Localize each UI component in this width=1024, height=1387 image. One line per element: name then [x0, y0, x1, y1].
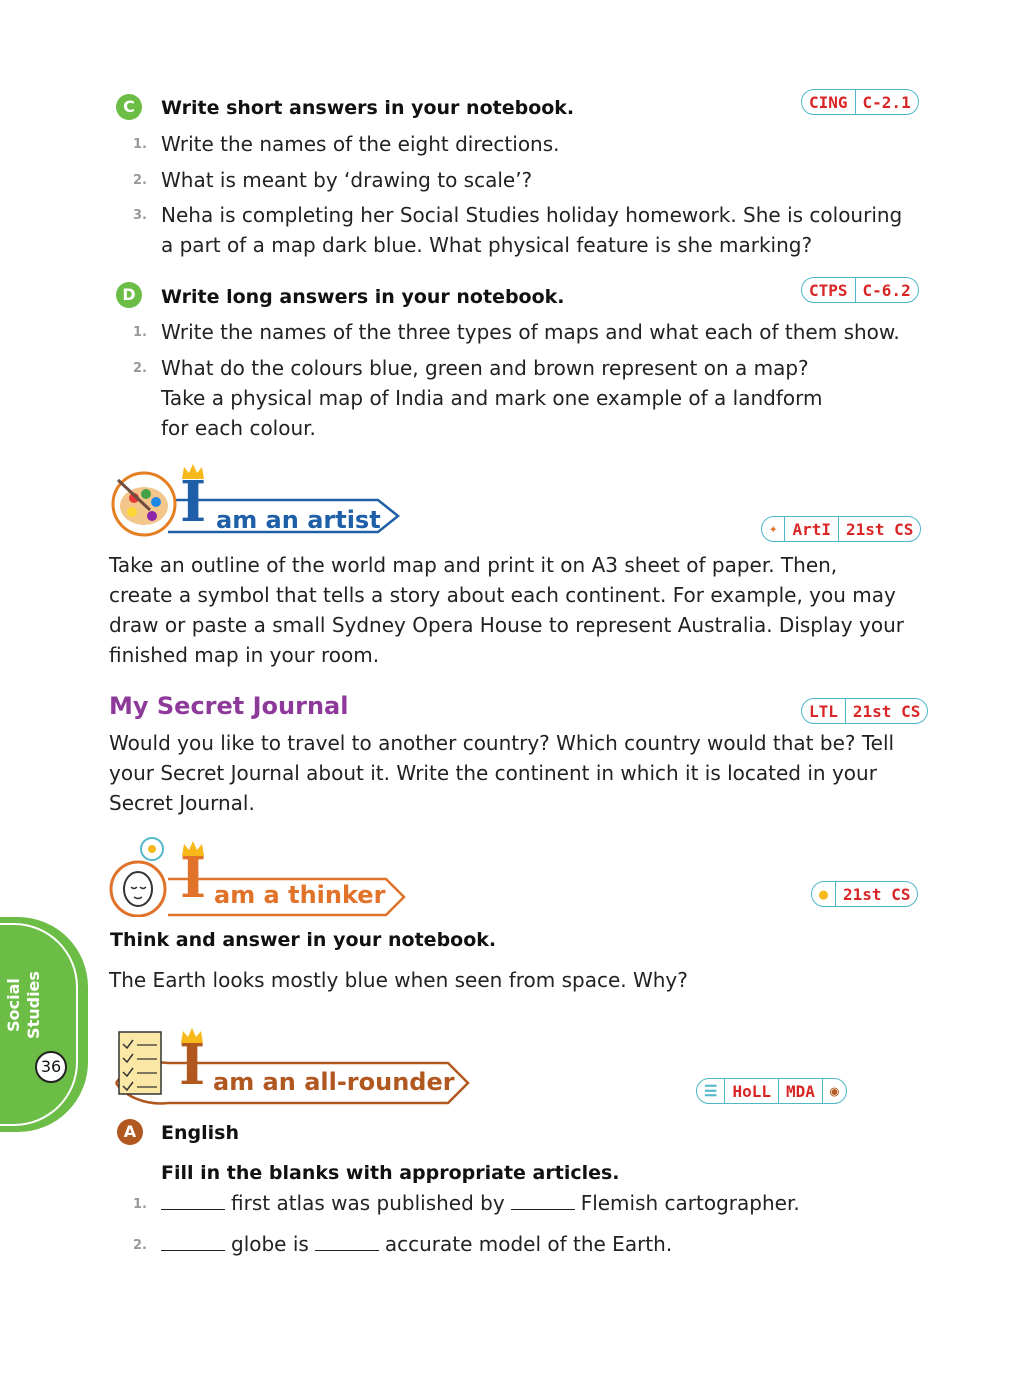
journal-paragraph-line: Would you like to travel to another country? Which country would that be? Tell: [109, 731, 895, 755]
journal-paragraph-line: Secret Journal.: [109, 791, 255, 815]
artist-palette-icon: [110, 470, 178, 538]
item-number: 1.: [133, 325, 147, 340]
tag-21st-cs: 21st CS: [838, 517, 920, 541]
thinker-tags: [811, 881, 918, 907]
item-number: 1.: [133, 1197, 147, 1212]
list-item: Write the names of the eight directions.: [161, 132, 560, 156]
list-item: Write the names of the three types of maps and what each of them show.: [161, 320, 900, 344]
thinker-face-icon: [108, 835, 180, 917]
section-d-heading: Write long answers in your notebook.: [161, 286, 565, 308]
fill-blank-text: first atlas was published by: [231, 1191, 505, 1215]
artist-paragraph-line: finished map in your room.: [109, 643, 380, 667]
thinker-heading: Think and answer in your notebook.: [110, 929, 497, 951]
section-c-tags: [801, 89, 919, 115]
emblem-icon: ◉: [822, 1079, 846, 1103]
list-item-cont: for each colour.: [161, 416, 316, 440]
list-item-cont: Take a physical map of India and mark one example of a landform: [161, 386, 823, 410]
section-d-tags: [801, 277, 919, 303]
list-item: Neha is completing her Social Studies holiday homework. She is colouring: [161, 203, 903, 227]
artist-flag-icon: ✦: [769, 521, 778, 537]
checklist-icon: [115, 1030, 165, 1096]
section-c-heading: Write short answers in your notebook.: [161, 97, 575, 119]
section-c-badge: C: [116, 94, 142, 120]
subject-english: English: [161, 1122, 239, 1144]
tag-cing: CING: [809, 92, 848, 112]
list-item: What do the colours blue, green and brown represent on a map?: [161, 356, 809, 380]
subject-label-line1: Social: [4, 978, 23, 1032]
tag-21st-cs: 21st CS: [845, 699, 927, 723]
artist-title: am an artist: [216, 506, 381, 534]
item-number: 2.: [133, 1238, 147, 1253]
blank-line[interactable]: [511, 1195, 575, 1210]
fill-blanks-instruction: Fill in the blanks with appropriate articles.: [161, 1162, 620, 1184]
fill-blank-text: accurate model of the Earth.: [384, 1232, 673, 1256]
fill-blank-text: Flemish cartographer.: [580, 1191, 800, 1215]
blank-line[interactable]: [315, 1236, 379, 1251]
section-d-badge: D: [116, 282, 142, 308]
tag-ltl: LTL: [809, 701, 838, 721]
tag-c-2-1: C-2.1: [855, 90, 918, 114]
list-item: What is meant by ‘drawing to scale’?: [161, 168, 533, 192]
section-a-badge: A: [117, 1119, 143, 1145]
list-item-cont: a part of a map dark blue. What physical feature is she marking?: [161, 233, 813, 257]
journal-title: My Secret Journal: [109, 692, 349, 720]
thinker-title: am a thinker: [214, 881, 386, 909]
books-icon: ☰: [704, 1082, 718, 1100]
artist-paragraph-line: draw or paste a small Sydney Opera House to represent Australia. Display your: [109, 613, 904, 637]
allrounder-title: am an all-rounder: [213, 1068, 455, 1096]
blank-line[interactable]: [161, 1236, 225, 1251]
item-number: 2.: [133, 173, 147, 188]
artist-paragraph-line: Take an outline of the world map and print it on A3 sheet of paper. Then,: [109, 553, 838, 577]
artist-big-i: I: [180, 469, 207, 535]
artist-tags: [761, 516, 921, 542]
thinker-big-i: I: [180, 845, 207, 911]
fill-blank-item: [161, 1188, 800, 1218]
tag-21st-cs: 21st CS: [835, 882, 917, 906]
item-number: 2.: [133, 361, 147, 376]
subject-label: [4, 970, 74, 1040]
subject-label-line2: Studies: [24, 971, 43, 1039]
lightbulb-icon: ●: [819, 885, 829, 903]
thinker-question: The Earth looks mostly blue when seen from space. Why?: [109, 968, 688, 992]
journal-paragraph-line: your Secret Journal about it. Write the continent in which it is located in your: [109, 761, 877, 785]
item-number: 3.: [133, 208, 147, 223]
page-number: 36: [35, 1051, 67, 1083]
tag-holl: HoLL: [724, 1079, 778, 1103]
blank-line[interactable]: [161, 1195, 225, 1210]
allrounder-big-i: I: [179, 1032, 206, 1098]
item-number: 1.: [133, 137, 147, 152]
fill-blank-item: [161, 1229, 672, 1259]
tag-ctps: CTPS: [809, 280, 848, 300]
tag-arti: ArtI: [784, 517, 838, 541]
tag-c-6-2: C-6.2: [855, 278, 918, 302]
fill-blank-text: globe is: [231, 1232, 309, 1256]
tag-mda: MDA: [778, 1079, 822, 1103]
artist-paragraph-line: create a symbol that tells a story about each continent. For example, you may: [109, 583, 896, 607]
journal-tags: [801, 698, 928, 724]
allrounder-tags: [696, 1078, 847, 1104]
